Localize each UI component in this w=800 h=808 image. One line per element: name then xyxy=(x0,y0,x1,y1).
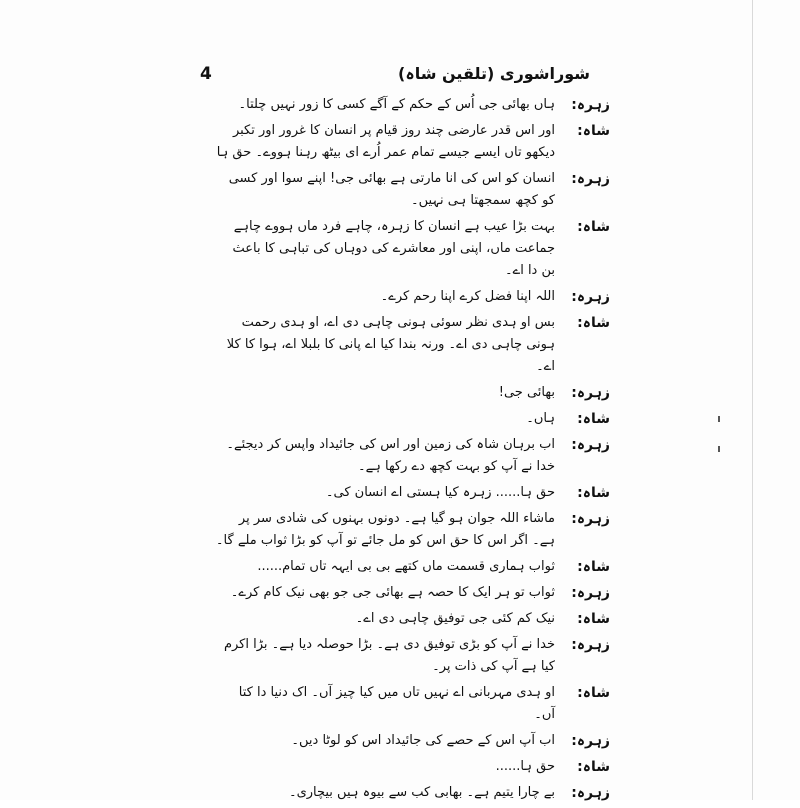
dialogue-line xyxy=(215,682,610,726)
speaker-name: شاہ: xyxy=(577,315,610,331)
speaker-name: زہرہ: xyxy=(571,385,610,401)
speech-text: ثواب تو ہر ایک کا حصہ ہے بھائی جی جو بھی نیک کام کرے۔ xyxy=(230,585,555,600)
speaker-name: شاہ: xyxy=(577,685,610,701)
speaker-name: زہرہ: xyxy=(571,785,610,801)
speech-text: انسان کو اس کی انا مارتی ہے بھائی جی! اپنے سوا اور کسی کو کچھ سمجھتا ہی نہیں۔ xyxy=(228,171,555,208)
speaker-name: شاہ: xyxy=(577,219,610,235)
speech-text: بھائی جی! xyxy=(498,385,555,400)
speech-text: ثواب ہماری قسمت ماں کتھے بی بی ایہہ تاں تمام...... xyxy=(257,559,555,574)
speech-text: نیک کم کئی جی توفیق چاہی دی اے۔ xyxy=(355,611,555,626)
dialogue-line xyxy=(215,756,610,778)
speech-text: حق ہا...... زہرہ کیا ہستی اے انسان کی۔ xyxy=(325,485,555,500)
speaker-name: زہرہ: xyxy=(571,733,610,749)
speaker-name: زہرہ: xyxy=(571,585,610,601)
dialogue-line xyxy=(215,120,610,164)
dialogue-line xyxy=(215,94,610,116)
running-title: شوراشوری (تلقین شاہ) xyxy=(398,64,590,83)
speaker-name: شاہ: xyxy=(577,559,610,575)
speaker-name: شاہ: xyxy=(577,759,610,775)
dialogue-line xyxy=(215,434,610,478)
speech-text: اور اس قدر عارضی چند روز قیام پر انسان کا غرور اور تکبر دیکھو تاں ایسے جیسے تمام عمر اُرے ای بیٹھ رہنا ہووے۔ حق ہا xyxy=(216,123,555,160)
speaker-name: زہرہ: xyxy=(571,437,610,453)
margin-mark xyxy=(718,416,720,422)
dialogue-line xyxy=(215,556,610,578)
page-number: 4 xyxy=(200,64,212,84)
speech-text: ماشاء اللہ جوان ہو گیا ہے۔ دونوں بہنوں کی شادی سر پر ہے۔ اگر اس کا حق اس کو مل جائے تو آپ کو بڑا ثواب ملے گا۔ xyxy=(215,511,555,548)
speaker-name: زہرہ: xyxy=(571,289,610,305)
dialogue-line xyxy=(215,634,610,678)
dialogue-block xyxy=(215,94,610,808)
speaker-name: شاہ: xyxy=(577,485,610,501)
page-edge-line xyxy=(752,0,753,800)
dialogue-line xyxy=(215,216,610,282)
speech-text: بہت بڑا عیب ہے انسان کا زہرہ، چاہے فرد ماں ہووے چاہے جماعت ماں، اپنی اور معاشرے کی دوہاں کی تباہی کا باعث بن دا اے۔ xyxy=(232,219,555,278)
speech-text: ہاں۔ xyxy=(526,411,555,426)
speech-text: اب برہان شاہ کی زمین اور اس کی جائیداد واپس کر دیجئے۔ خدا نے آپ کو بہت کچھ دے رکھا ہے۔ xyxy=(226,437,555,474)
speaker-name: زہرہ: xyxy=(571,637,610,653)
speaker-name: شاہ: xyxy=(577,611,610,627)
speaker-name: زہرہ: xyxy=(571,171,610,187)
speech-text: بے چارا یتیم ہے۔ بھابی کب سے بیوہ ہیں بیچاری۔ xyxy=(288,785,555,800)
speech-text: حق ہا...... xyxy=(495,759,555,774)
dialogue-line xyxy=(215,730,610,752)
margin-mark xyxy=(718,446,720,452)
page-header xyxy=(200,62,590,92)
dialogue-line xyxy=(215,508,610,552)
speaker-name: شاہ: xyxy=(577,123,610,139)
dialogue-line xyxy=(215,168,610,212)
speech-text: خدا نے آپ کو بڑی توفیق دی ہے۔ بڑا حوصلہ دیا ہے۔ بڑا اکرم کیا ہے آپ کی ذات پر۔ xyxy=(223,637,555,674)
dialogue-line xyxy=(215,382,610,404)
speaker-name: شاہ: xyxy=(577,411,610,427)
dialogue-line xyxy=(215,582,610,604)
dialogue-line xyxy=(215,312,610,378)
speaker-name: زہرہ: xyxy=(571,511,610,527)
speech-text: او ہدی مہربانی اے نہیں تاں میں کیا چیز آں۔ اک دنیا دا کتا آں۔ xyxy=(238,685,555,722)
dialogue-line xyxy=(215,482,610,504)
dialogue-line xyxy=(215,782,610,804)
dialogue-line xyxy=(215,286,610,308)
speech-text: ہاں بھائی جی اُس کے حکم کے آگے کسی کا زور نہیں چلتا۔ xyxy=(238,97,555,112)
dialogue-line xyxy=(215,608,610,630)
speech-text: بس او ہدی نظر سوئی ہونی چاہی دی اے، او ہدی رحمت ہونی چاہی دی اے۔ ورنہ بندا کیا اے پانی کا بلبلا اے، ہوا کا کلا اے۔ xyxy=(226,315,555,374)
speech-text: اللہ اپنا فضل کرے اپنا رحم کرے۔ xyxy=(380,289,555,304)
speaker-name: زہرہ: xyxy=(571,97,610,113)
dialogue-line xyxy=(215,408,610,430)
speech-text: اب آپ اس کے حصے کی جائیداد اس کو لوٹا دیں۔ xyxy=(291,733,555,748)
